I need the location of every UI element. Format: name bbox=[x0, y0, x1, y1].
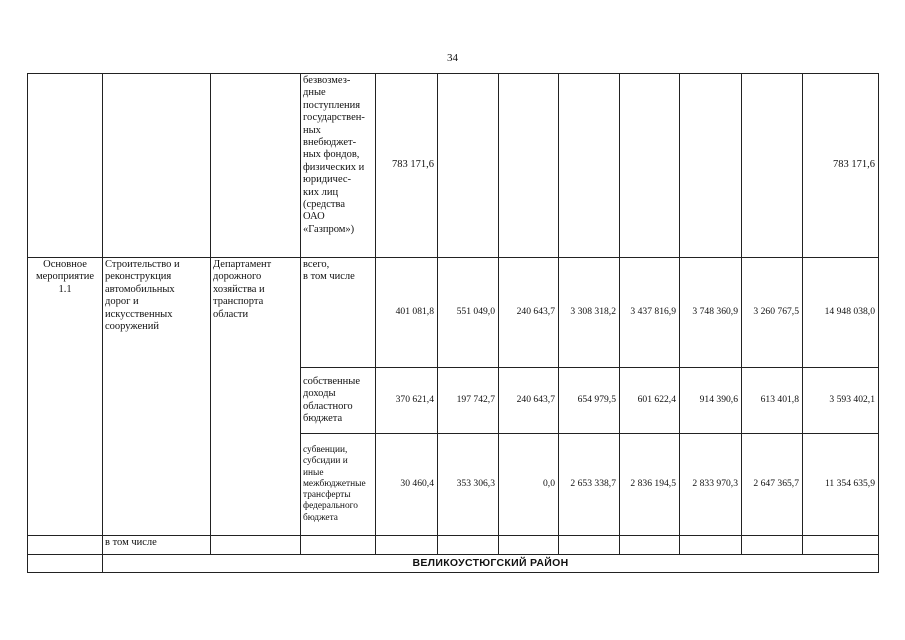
value-cell: 2 653 338,7 bbox=[559, 434, 620, 536]
total-value-cell: 11 354 635,9 bbox=[803, 434, 879, 536]
value-cell: 240 643,7 bbox=[499, 368, 559, 434]
table-row bbox=[28, 258, 879, 368]
including-cell bbox=[103, 536, 211, 555]
activity-executor: Департамент дорожного хозяйства и транспорта области bbox=[213, 259, 272, 320]
value-cell: 240 643,7 bbox=[499, 258, 559, 368]
table-row bbox=[28, 536, 879, 555]
value-cell: 197 742,7 bbox=[438, 368, 499, 434]
source-cell bbox=[301, 434, 376, 536]
empty-cell bbox=[211, 536, 301, 555]
source-label: всего, в том числе bbox=[303, 259, 355, 283]
code-cell bbox=[28, 555, 103, 573]
value-cell: 613 401,8 bbox=[742, 368, 803, 434]
value-cell: 3 260 767,5 bbox=[742, 258, 803, 368]
value-cell: 601 622,4 bbox=[620, 368, 680, 434]
value-cell: 3 748 360,9 bbox=[680, 258, 742, 368]
value-cell: 2 647 365,7 bbox=[742, 434, 803, 536]
table-row bbox=[28, 74, 879, 258]
value-cell: 0,0 bbox=[499, 434, 559, 536]
value-cell: 353 306,3 bbox=[438, 434, 499, 536]
activity-name: Строительство и реконструкция автомобильных дорог и искусственных сооружений bbox=[105, 259, 180, 333]
source-label: безвозмез- дные поступления государствен- ных внебюджет- ных фондов, физических и юридичес- ких лиц (средства ОАО «Газпром») bbox=[303, 75, 365, 235]
value-cell: 551 049,0 bbox=[438, 258, 499, 368]
value-cell: 654 979,5 bbox=[559, 368, 620, 434]
total-value-cell: 14 948 038,0 bbox=[803, 258, 879, 368]
page-number: 34 bbox=[447, 52, 458, 64]
source-cell bbox=[301, 74, 376, 258]
empty-cell bbox=[803, 536, 879, 555]
executor-cell bbox=[211, 74, 301, 258]
value-cell: 914 390,6 bbox=[680, 368, 742, 434]
value-cell: 3 308 318,2 bbox=[559, 258, 620, 368]
code-cell bbox=[28, 74, 103, 258]
district-title-cell bbox=[103, 555, 879, 573]
value-cell bbox=[680, 74, 742, 258]
activity-code: Основное мероприятие 1.1 bbox=[36, 259, 94, 295]
district-title: ВЕЛИКОУСТЮГСКИЙ РАЙОН bbox=[412, 557, 569, 570]
activity-name-cell bbox=[103, 258, 211, 536]
empty-cell bbox=[680, 536, 742, 555]
value-cell: 30 460,4 bbox=[376, 434, 438, 536]
activity-executor-cell bbox=[211, 258, 301, 536]
source-cell bbox=[301, 368, 376, 434]
empty-cell bbox=[438, 536, 499, 555]
empty-cell bbox=[301, 536, 376, 555]
value-cell: 783 171,6 bbox=[376, 74, 438, 258]
district-row bbox=[28, 555, 879, 573]
value-cell bbox=[499, 74, 559, 258]
total-value-cell: 783 171,6 bbox=[803, 74, 879, 258]
source-label: субвенции, субсидии и иные межбюджетные трансферты федерального бюджета bbox=[303, 445, 366, 523]
empty-cell bbox=[376, 536, 438, 555]
value-cell bbox=[620, 74, 680, 258]
source-label: собственные доходы областного бюджета bbox=[303, 375, 361, 424]
value-cell: 401 081,8 bbox=[376, 258, 438, 368]
empty-cell bbox=[559, 536, 620, 555]
total-value-cell: 3 593 402,1 bbox=[803, 368, 879, 434]
including-label: в том числе bbox=[105, 537, 157, 548]
value-cell bbox=[742, 74, 803, 258]
empty-cell bbox=[499, 536, 559, 555]
value-cell: 2 833 970,3 bbox=[680, 434, 742, 536]
value-cell: 3 437 816,9 bbox=[620, 258, 680, 368]
value-cell bbox=[559, 74, 620, 258]
value-cell: 2 836 194,5 bbox=[620, 434, 680, 536]
empty-cell bbox=[620, 536, 680, 555]
empty-cell bbox=[742, 536, 803, 555]
value-cell: 370 621,4 bbox=[376, 368, 438, 434]
activity-code-cell bbox=[28, 258, 103, 536]
source-cell bbox=[301, 258, 376, 368]
name-cell bbox=[103, 74, 211, 258]
value-cell bbox=[438, 74, 499, 258]
code-cell bbox=[28, 536, 103, 555]
budget-table bbox=[27, 73, 879, 573]
